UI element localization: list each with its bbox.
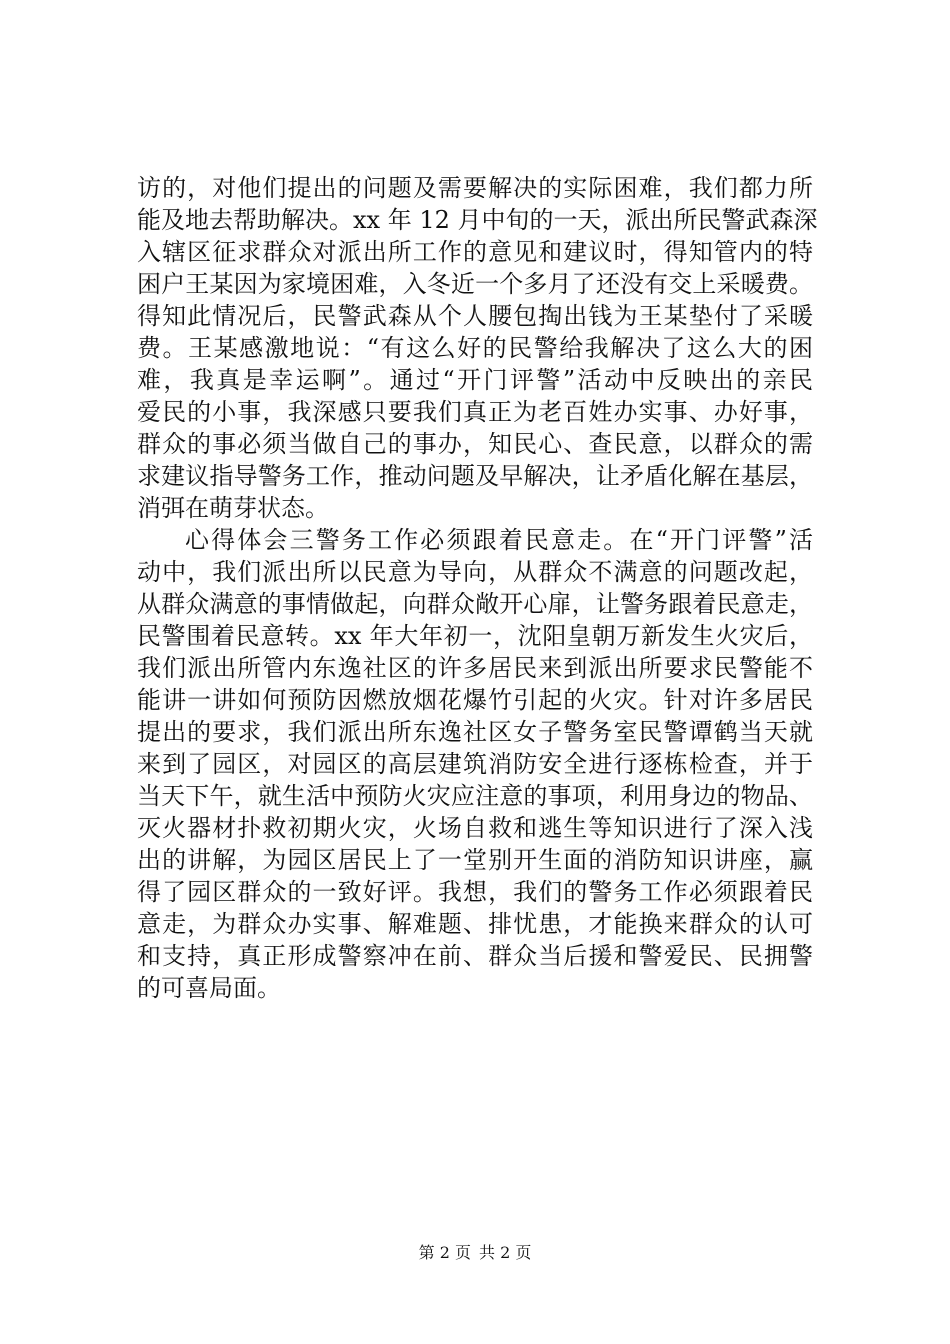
text-line: 得了园区群众的一致好评。我想，我们的警务工作必须跟着民: [137, 878, 813, 906]
text-line: 难，我真是幸运啊”。通过“开门评警”活动中反映出的亲民: [137, 366, 813, 394]
text-line: 困户王某因为家境困难，入冬近一个多月了还没有交上采暖费。: [137, 270, 813, 298]
page-total: 共 2 页: [479, 1243, 532, 1262]
page-number: 第 2 页: [418, 1243, 471, 1262]
text-line: 能及地去帮助解决。xx 年 12 月中旬的一天，派出所民警武森深: [137, 206, 818, 234]
text-line: 当天下午，就生活中预防火灾应注意的事项，利用身边的物品、: [137, 782, 813, 810]
text-line: 和支持，真正形成警察冲在前、群众当后援和警爱民、民拥警: [137, 942, 813, 970]
text-line: 群众的事必须当做自己的事办，知民心、查民意，以群众的需: [137, 430, 813, 458]
text-line: 动中，我们派出所以民意为导向，从群众不满意的问题改起，: [137, 558, 813, 586]
text-line: 的可喜局面。: [137, 974, 281, 1002]
text-line: 灭火器材扑救初期火灾，火场自救和逃生等知识进行了深入浅: [137, 814, 813, 842]
text-line: 爱民的小事，我深感只要我们真正为老百姓办实事、办好事，: [137, 398, 813, 426]
text-line: 提出的要求，我们派出所东逸社区女子警务室民警谭鹤当天就: [137, 718, 813, 746]
page-footer: [0, 1242, 950, 1264]
text-line: 从群众满意的事情做起，向群众敞开心扉，让警务跟着民意走，: [137, 590, 813, 618]
text-line: 入辖区征求群众对派出所工作的意见和建议时，得知管内的特: [137, 238, 813, 266]
text-line: 来到了园区，对园区的高层建筑消防安全进行逐栋检查，并于: [137, 750, 813, 778]
text-line: 求建议指导警务工作，推动问题及早解决，让矛盾化解在基层，: [137, 462, 813, 490]
paragraph-first-line: 心得体会三警务工作必须跟着民意走。在“开门评警”活: [185, 526, 813, 554]
text-line: 费。王某感激地说：“有这么好的民警给我解决了这么大的困: [137, 334, 813, 362]
text-line: 访的，对他们提出的问题及需要解决的实际困难，我们都力所: [137, 174, 813, 202]
document-body: [137, 172, 818, 1004]
text-line: 意走，为群众办实事、解难题、排忧患，才能换来群众的认可: [137, 910, 813, 938]
text-line: 得知此情况后，民警武森从个人腰包掏出钱为王某垫付了采暖: [137, 302, 813, 330]
text-line: 我们派出所管内东逸社区的许多居民来到派出所要求民警能不: [137, 654, 813, 682]
text-line: 能讲一讲如何预防因燃放烟花爆竹引起的火灾。针对许多居民: [137, 686, 813, 714]
text-line: 消弭在萌芽状态。: [137, 494, 329, 522]
text-line: 出的讲解，为园区居民上了一堂别开生面的消防知识讲座，赢: [137, 846, 813, 874]
text-line: 民警围着民意转。xx 年大年初一，沈阳皇朝万新发生火灾后，: [137, 622, 813, 650]
